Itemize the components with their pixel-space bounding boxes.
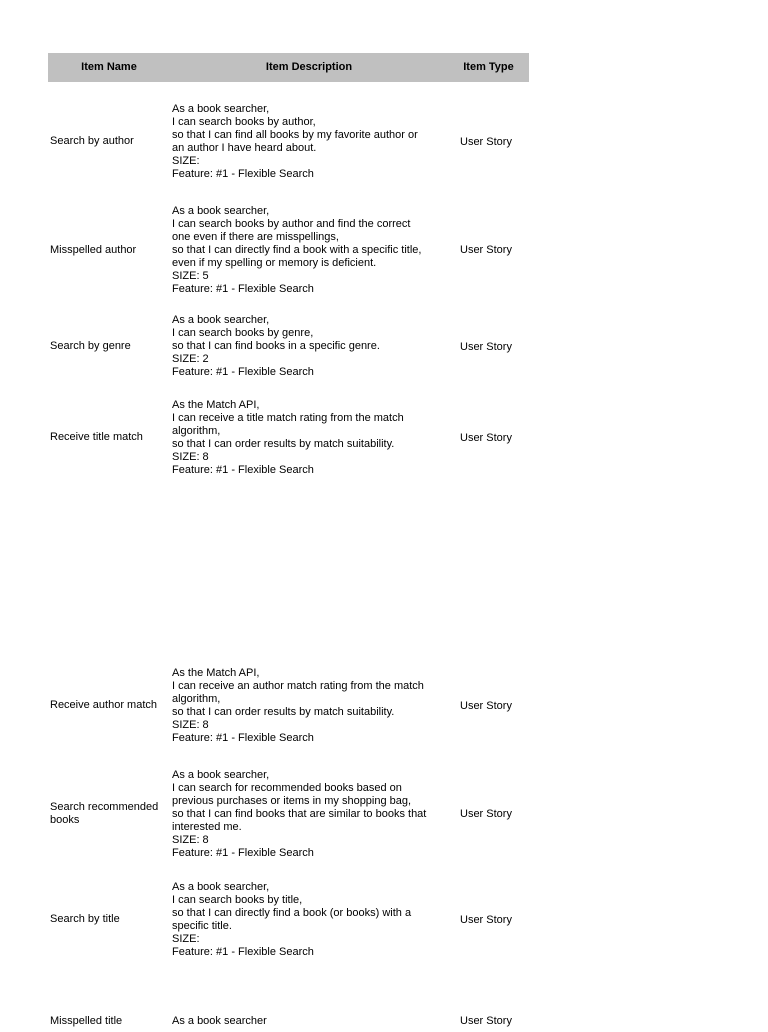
item-name-cell — [50, 878, 168, 961]
item-type-cell — [460, 766, 529, 862]
item-type-text: User Story — [460, 244, 512, 256]
item-description-cell — [172, 766, 448, 862]
description-line: As a book searcher, — [172, 102, 270, 115]
description-line: I can receive an author match rating from the match — [172, 679, 424, 692]
description-line: one even if there are misspellings, — [172, 230, 339, 243]
item-description-cell — [172, 100, 448, 183]
description-line: interested me. — [172, 820, 242, 833]
description-line: Feature: #1 - Flexible Search — [172, 945, 314, 958]
description-line: an author I have heard about. — [172, 141, 317, 154]
description-line: As a book searcher — [172, 1014, 267, 1027]
description-line: so that I can find books in a specific genre. — [172, 340, 380, 352]
item-type-cell — [460, 878, 529, 961]
table-row — [48, 664, 529, 747]
item-type-text: User Story — [460, 135, 512, 148]
description-line: so that I can find books that are similar to books that — [172, 807, 427, 820]
header-item-description: Item Description — [265, 61, 353, 73]
description-line: I can search for recommended books based on — [172, 781, 402, 794]
description-line: so that I can directly find a book with a specific title, — [172, 243, 422, 256]
description-line: As a book searcher, — [172, 880, 270, 893]
table-row — [48, 878, 529, 961]
description-line: so that I can order results by match suitability. — [172, 705, 395, 718]
item-type-cell — [460, 100, 529, 183]
table-row — [48, 312, 529, 381]
item-name-text: Search by title — [50, 913, 120, 925]
item-name-cell — [50, 312, 168, 381]
description-line: SIZE: — [172, 932, 200, 945]
item-type-cell — [460, 664, 529, 747]
item-type-text: User Story — [460, 1015, 512, 1027]
description-line: As a book searcher, — [172, 314, 270, 326]
item-type-text: User Story — [460, 808, 512, 820]
description-line: specific title. — [172, 919, 232, 932]
item-name-cell — [50, 100, 168, 183]
description-line: As the Match API, — [172, 398, 260, 411]
item-description-cell — [172, 664, 448, 747]
item-description-cell — [172, 878, 448, 961]
table-row — [48, 202, 529, 298]
table-header — [48, 53, 529, 82]
header-item-type: Item Type — [463, 61, 514, 73]
item-type-cell — [460, 312, 529, 381]
description-line: so that I can directly find a book (or books) with a — [172, 906, 412, 919]
item-name-text: Receive author match — [50, 699, 157, 711]
item-description-cell — [172, 202, 448, 298]
item-description-cell — [172, 396, 448, 479]
description-line: SIZE: 8 — [172, 450, 209, 463]
description-line: so that I can find all books by my favorite author or — [172, 128, 418, 141]
item-type-text: User Story — [460, 699, 512, 712]
description-line: Feature: #1 - Flexible Search — [172, 366, 314, 378]
description-line: I can search books by genre, — [172, 327, 314, 339]
description-line: As a book searcher, — [172, 204, 270, 217]
item-type-cell — [460, 1010, 529, 1032]
description-line: Feature: #1 - Flexible Search — [172, 167, 314, 180]
item-type-cell — [460, 396, 529, 479]
table-row — [48, 1010, 529, 1032]
header-item-name: Item Name — [81, 61, 137, 73]
description-line: As the Match API, — [172, 666, 260, 679]
description-line: I can search books by title, — [172, 893, 303, 906]
item-description-cell — [172, 1010, 448, 1032]
description-line: algorithm, — [172, 424, 221, 437]
description-line: Feature: #1 - Flexible Search — [172, 282, 314, 295]
item-type-cell — [460, 202, 529, 298]
description-line: previous purchases or items in my shopping bag, — [172, 794, 412, 807]
item-name-text: Search recommended books — [50, 801, 159, 826]
item-name-cell — [50, 766, 168, 862]
description-line: SIZE: 2 — [172, 353, 209, 365]
description-line: algorithm, — [172, 692, 221, 705]
item-name-cell — [50, 664, 168, 747]
item-name-cell — [50, 396, 168, 479]
item-type-text: User Story — [460, 431, 512, 444]
item-name-text: Search by genre — [50, 340, 131, 352]
table-row — [48, 766, 529, 862]
item-type-text: User Story — [460, 913, 512, 926]
item-name-text: Search by author — [50, 135, 134, 147]
description-line: SIZE: 8 — [172, 833, 209, 846]
description-line: I can search books by author and find the correct — [172, 217, 411, 230]
table-row — [48, 396, 529, 479]
item-name-text: Receive title match — [50, 431, 143, 443]
table-row — [48, 100, 529, 183]
description-line: SIZE: 5 — [172, 269, 209, 282]
description-line: Feature: #1 - Flexible Search — [172, 463, 314, 476]
item-name-cell — [50, 1010, 168, 1032]
description-line: Feature: #1 - Flexible Search — [172, 846, 314, 859]
item-type-text: User Story — [460, 340, 512, 353]
description-line: As a book searcher, — [172, 768, 270, 781]
description-line: even if my spelling or memory is deficient. — [172, 256, 377, 269]
description-line: I can search books by author, — [172, 115, 316, 128]
description-line: Feature: #1 - Flexible Search — [172, 731, 314, 744]
description-line: SIZE: 8 — [172, 718, 209, 731]
description-line: so that I can order results by match suitability. — [172, 437, 395, 450]
description-line: I can receive a title match rating from the match — [172, 411, 404, 424]
item-name-text: Misspelled title — [50, 1014, 123, 1027]
description-line: SIZE: — [172, 154, 200, 167]
item-name-cell — [50, 202, 168, 298]
item-name-text: Misspelled author — [50, 243, 137, 256]
item-description-cell — [172, 312, 448, 381]
